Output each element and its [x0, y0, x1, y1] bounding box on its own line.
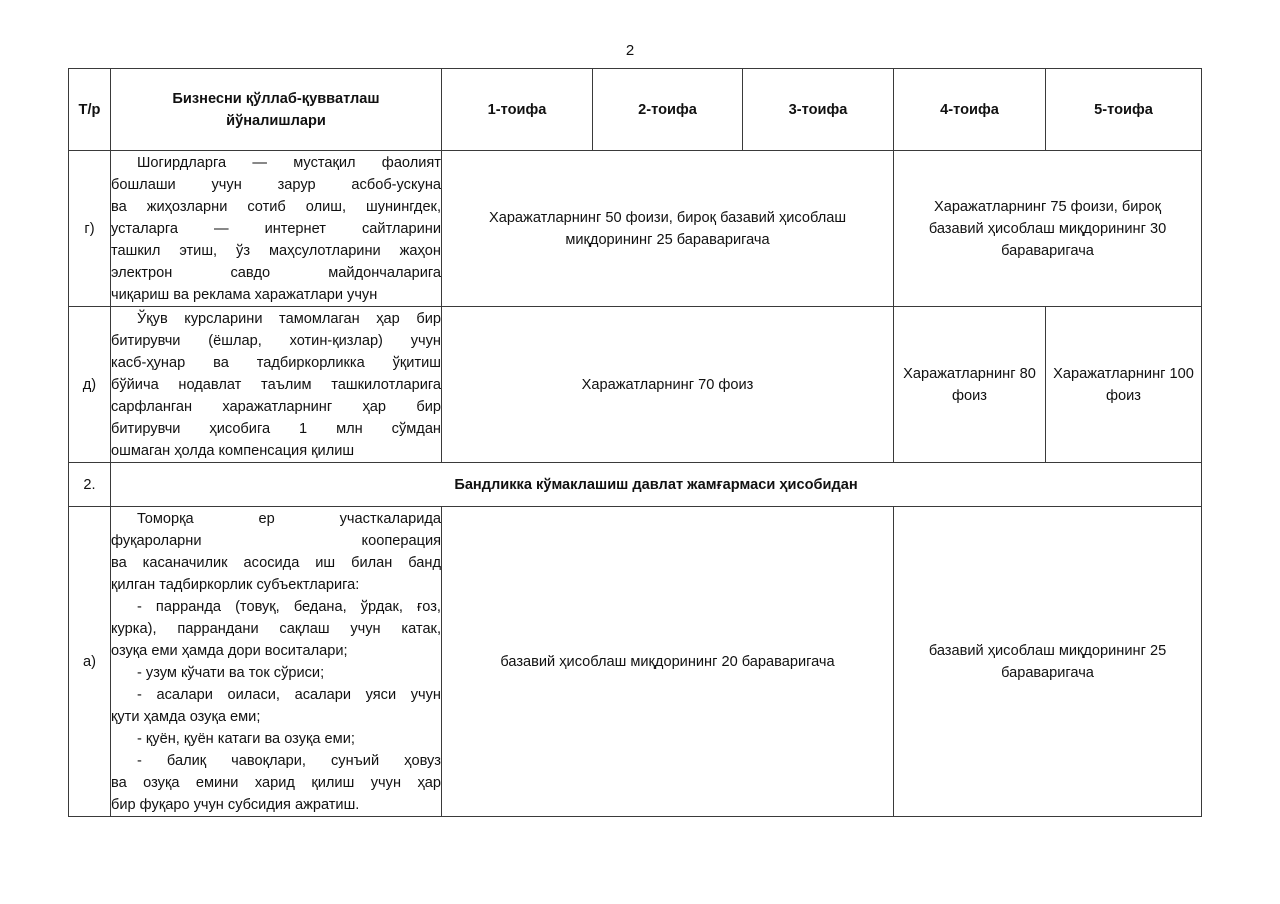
row-description: [111, 151, 442, 307]
list-item-line: бир фуқаро учун субсидия ажратиш.: [111, 796, 360, 813]
list-item-line: - асалари оиласи, асалари уяси учун: [137, 686, 441, 703]
header-category-5: 5-тоифа: [1046, 69, 1202, 151]
section-row: [69, 463, 1202, 507]
desc-line: қилган тадбиркорлик субъектларига:: [111, 576, 360, 593]
value-text: Харажатларнинг 50 фоизи, бироқ базавий ҳисоблаш миқдорининг 25 бараваригача: [488, 209, 847, 248]
list-item-line: озуқа еми ҳамда дори воситалари;: [111, 642, 348, 659]
desc-line: Томорқа ер участкаларида: [137, 510, 441, 527]
desc-line: чиқариш ва реклама харажатлари учун: [111, 286, 378, 303]
table-row: [69, 307, 1202, 463]
list-item-line: ва озуқа емини харид қилиш учун ҳар: [111, 774, 441, 791]
value-category-4: [894, 307, 1046, 463]
value-categories-1-3: [442, 507, 894, 817]
desc-line: фуқароларни кооперация: [111, 532, 441, 549]
list-item-line: - қуён, қуён катаги ва озуқа еми;: [137, 730, 355, 747]
table-row: [69, 507, 1202, 817]
value-text: Харажатларнинг 70 фоиз: [581, 376, 754, 393]
value-text: базавий ҳисоблаш миқдорининг 25 бараваригача: [928, 642, 1167, 681]
list-item-line: қути ҳамда озуқа еми;: [111, 708, 261, 725]
value-categories-1-3: [442, 307, 894, 463]
value-text: Харажатларнинг 100 фоиз: [1053, 365, 1194, 404]
header-category-1: 1-тоифа: [442, 69, 593, 151]
header-num: Т/р: [69, 69, 111, 151]
desc-line: ошмаган ҳолда компенсация қилиш: [111, 442, 355, 459]
desc-line: бошлаши учун зарур асбоб-ускуна: [111, 176, 441, 193]
list-item-line: курка), паррандани сақлаш учун катак,: [111, 620, 441, 637]
header-category-3: 3-тоифа: [743, 69, 894, 151]
value-text: Харажатларнинг 80 фоиз: [903, 365, 1036, 404]
desc-line: битирувчи (ёшлар, хотин-қизлар) учун: [111, 332, 441, 349]
header-category-2: 2-тоифа: [593, 69, 743, 151]
desc-line: электрон савдо майдончаларига: [111, 264, 441, 281]
section-num: 2.: [69, 463, 111, 507]
value-categories-4-5: [894, 151, 1202, 307]
row-description: [111, 507, 442, 817]
list-item-line: - балиқ чавоқлари, сунъий ҳовуз: [137, 752, 441, 769]
row-description: [111, 307, 442, 463]
value-categories-1-3: [442, 151, 894, 307]
row-num: а): [69, 507, 111, 817]
row-num: г): [69, 151, 111, 307]
desc-line: Шогирдларга — мустақил фаолият: [137, 154, 441, 171]
header-row: [69, 69, 1202, 151]
value-text: базавий ҳисоблаш миқдорининг 20 бараваригача: [500, 653, 835, 670]
value-categories-4-5: [894, 507, 1202, 817]
desc-line: ва касаначилик асосида иш билан банд: [111, 554, 441, 571]
list-item-line: - парранда (товуқ, бедана, ўрдак, ғоз,: [137, 598, 441, 615]
header-category-4: 4-тоифа: [894, 69, 1046, 151]
header-direction-line1: Бизнесни қўллаб-қувватлаш: [172, 90, 380, 107]
header-direction-line2: йўналишлари: [226, 112, 326, 129]
page-number: 2: [625, 42, 635, 59]
desc-line: усталарга — интернет сайтларини: [111, 220, 441, 237]
desc-line: бўйича нодавлат таълим ташкилотларига: [111, 376, 441, 393]
desc-line: касб-ҳунар ва тадбиркорликка ўқитиш: [111, 354, 441, 371]
value-text: Харажатларнинг 75 фоизи, бироқ базавий ҳисоблаш миқдорининг 30 бараваригача: [928, 198, 1167, 259]
table-row: [69, 151, 1202, 307]
section-title: Бандликка кўмаклашиш давлат жамғармаси ҳисобидан: [111, 463, 1202, 507]
header-direction: [111, 69, 442, 151]
desc-line: ва жиҳозларни сотиб олиш, шунингдек,: [111, 198, 441, 215]
desc-line: ташкил этиш, ўз маҳсулотларини жаҳон: [111, 242, 441, 259]
desc-line: сарфланган харажатларнинг ҳар бир: [111, 398, 441, 415]
desc-line: Ўқув курсларини тамомлаган ҳар бир: [137, 310, 441, 327]
list-item-line: - узум кўчати ва ток сўриси;: [137, 664, 325, 681]
value-category-5: [1046, 307, 1202, 463]
desc-line: битирувчи ҳисобига 1 млн сўмдан: [111, 420, 441, 437]
subsidy-table: [68, 68, 1202, 817]
row-num: д): [69, 307, 111, 463]
